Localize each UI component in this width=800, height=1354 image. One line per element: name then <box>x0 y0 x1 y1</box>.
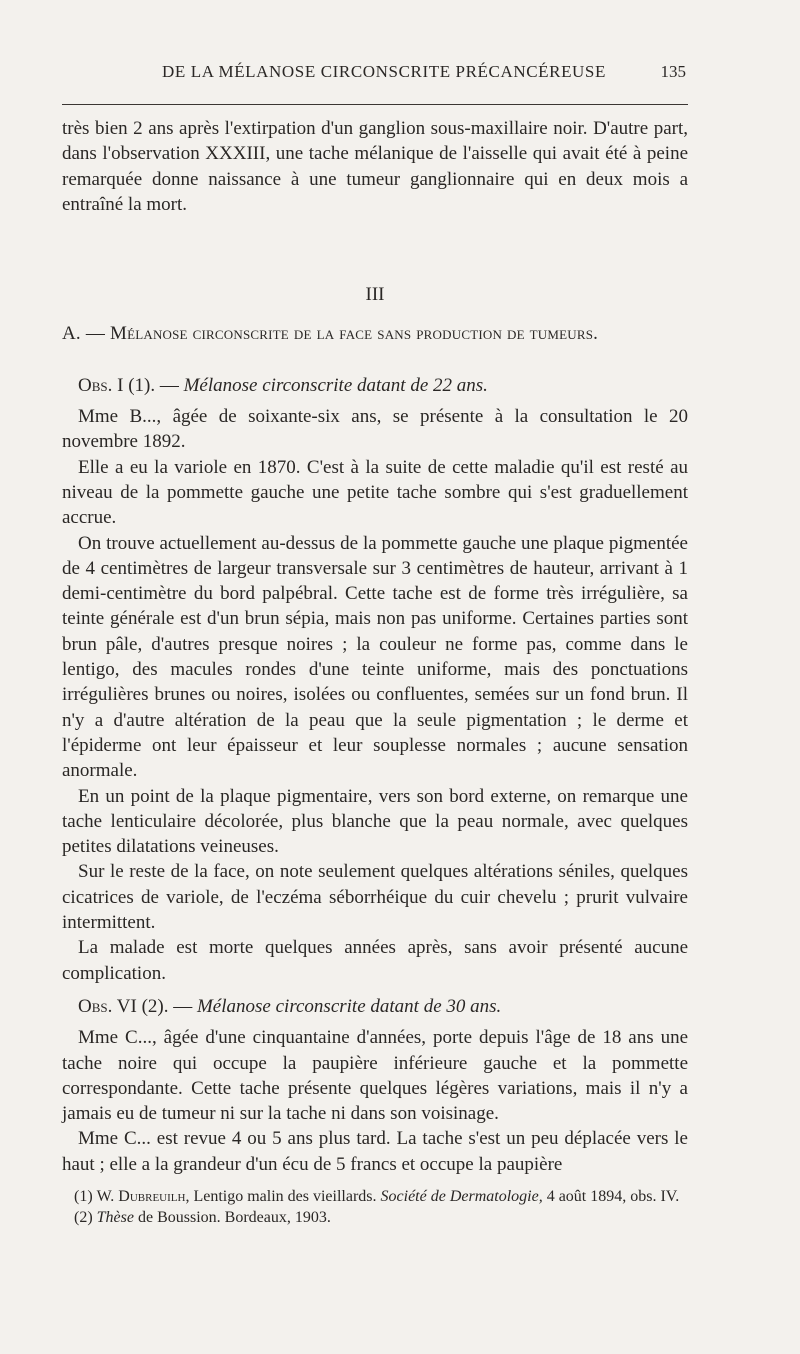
paragraph: Mme C... est revue 4 ou 5 ans plus tard. La tache s'est un peu déplacée vers le haut ; elle a la grandeur d'un écu de 5 francs et occupe la paupière <box>62 1128 688 1175</box>
footnotes <box>62 1186 688 1228</box>
page-number: 135 <box>660 62 686 81</box>
footnote-text: Lentigo malin des vieillards. <box>193 1188 377 1205</box>
page-header <box>62 62 686 92</box>
running-title: DE LA MÉLANOSE CIRCONSCRITE PRÉCANCÉREUSE <box>162 62 606 81</box>
footnote-marker: (2) <box>74 1209 93 1226</box>
intro-paragraph: très bien 2 ans après l'extirpation d'un ganglion sous-maxillaire noir. D'autre part, dans l'observation XXXIII, une tache mélanique de l'aisselle qui avait été à peine remarquée donne naissance à une tumeur ganglionnaire qui en deux mois a entraîné la mort. <box>62 118 688 215</box>
paragraph: Elle a eu la variole en 1870. C'est à la suite de cette maladie qu'il est resté au niveau de la pommette gauche une petite tache sombre qui s'est graduellement accrue. <box>62 456 688 529</box>
observation-title: Mélanose circonscrite datant de 22 ans. <box>183 374 488 396</box>
header-rule <box>62 104 688 105</box>
footnote-title: Thèse <box>96 1209 134 1226</box>
paragraph: En un point de la plaque pigmentaire, vers son bord externe, on remarque une tache lenticulaire décolorée, plus blanche que la peau normale, avec quelques petites dilatations veineuses. <box>62 785 688 858</box>
spacer <box>62 986 688 994</box>
observation-title: Mélanose circonscrite datant de 30 ans. <box>196 995 502 1017</box>
footnote-text: 4 août 1894, obs. IV. <box>546 1188 680 1205</box>
paragraph: La malade est morte quelques années après, sans avoir présenté aucune complication. <box>62 937 688 984</box>
footnote-marker: (1) <box>74 1188 93 1205</box>
observation-heading <box>62 994 688 1019</box>
section-letter: A. — <box>62 323 106 345</box>
footnote-1 <box>62 1186 688 1207</box>
paragraph: Mme C..., âgée d'une cinquantaine d'années, porte depuis l'âge de 18 ans une tache noire qui occupe la paupière inférieure gauche et la pommette correspondante. Cette tache présente quelques légères variations, mais il n'y a jamais eu de tumeur ni sur la tache ni dans son voisinage. <box>62 1027 688 1125</box>
section-heading <box>62 321 688 346</box>
observation-heading <box>62 373 688 398</box>
observation-label: Obs. VI (2). — <box>78 995 193 1017</box>
footnote-journal: Société de Dermatologie, <box>380 1188 543 1205</box>
observation-label: Obs. I (1). — <box>78 374 179 396</box>
footnote-text: de Boussion. Bordeaux, 1903. <box>137 1209 331 1226</box>
paragraph: Mme B..., âgée de soixante-six ans, se présente à la consultation le 20 novembre 1892. <box>62 406 688 453</box>
paragraph: On trouve actuellement au-dessus de la pommette gauche une plaque pigmentée de 4 centimètres de largeur transversale sur 3 centimètres de hauteur, arrivant à 1 demi-centimètre du bord palpébral. Cette tache est de forme très irrégulière, sa teinte générale est d'un brun sépia, mais non pas uniforme. Certaines parties sont brun pâle, d'autres presque noires ; la couleur ne forme pas, comme dans le lentigo, des macules rondes d'une teinte uniforme, mais des ponctuations irrégulières brunes ou noires, isolées ou confluentes, semées sur un fond brun. Il n'y a d'autre altération de la peau que la seule pigmentation ; le derme et l'épiderme ont leur épaisseur et leur souplesse normales ; aucune sensation anormale. <box>62 532 688 782</box>
footnote-2 <box>62 1207 688 1228</box>
footnote-author: W. Dubreuilh, <box>96 1188 190 1205</box>
paragraph: Sur le reste de la face, on note seulement quelques altérations séniles, quelques cicatrices de variole, de l'eczéma séborrhéique du cuir chevelu ; prurit vulvaire intermittent. <box>62 861 688 934</box>
section-number: III <box>365 284 385 306</box>
section-title: Mélanose circonscrite de la face sans production de tumeurs. <box>109 323 599 345</box>
body-text <box>62 116 688 1177</box>
